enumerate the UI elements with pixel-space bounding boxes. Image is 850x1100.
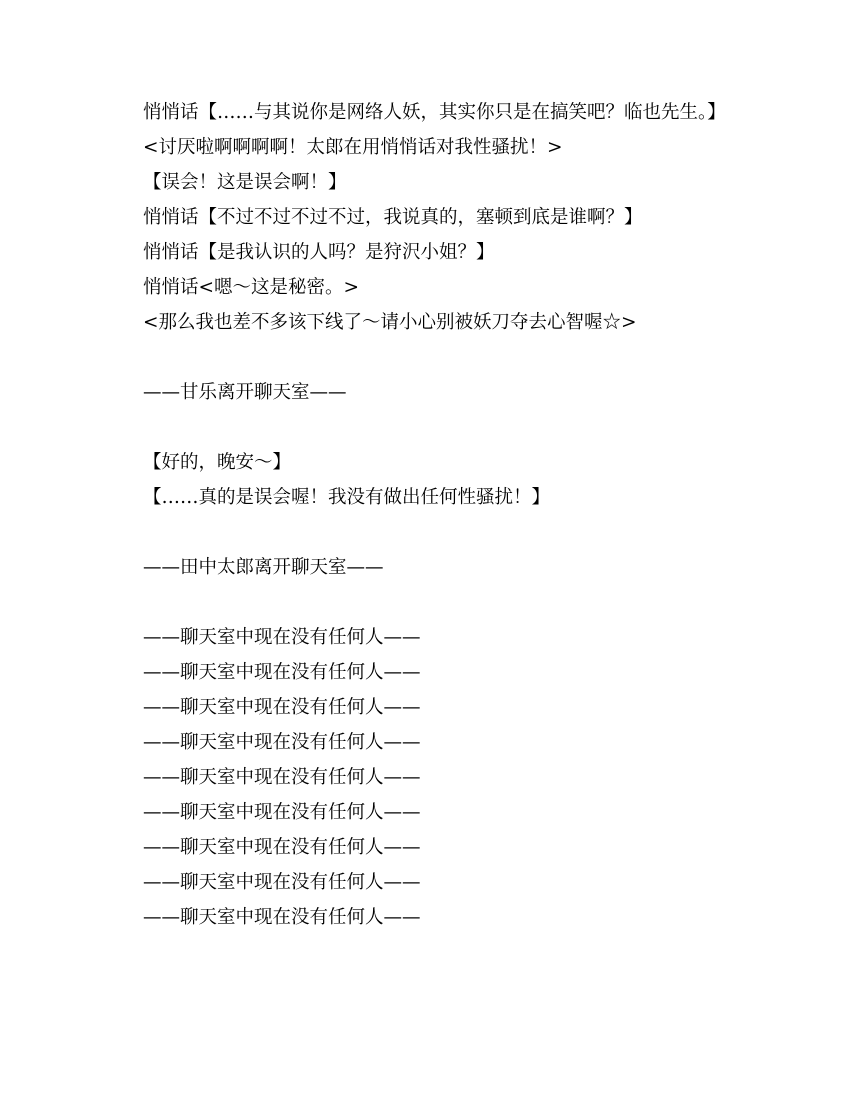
empty-room-notice: ——聊天室中现在没有任何人—— [143,627,421,648]
leave-notice: ——田中太郎离开聊天室—— [143,557,384,578]
empty-room-notice: ——聊天室中现在没有任何人—— [143,767,421,788]
chat-line: <那么我也差不多该下线了～请小心别被妖刀夺去心智喔☆> [143,312,637,333]
empty-room-notice: ——聊天室中现在没有任何人—— [143,662,421,683]
blank-line [101,589,751,617]
empty-room-notice: ——聊天室中现在没有任何人—— [143,697,421,718]
empty-room-notice: ——聊天室中现在没有任何人—— [143,837,421,858]
chat-line: 【误会！这是误会啊！】 [143,172,347,193]
blank-line [101,414,751,442]
empty-room-notice: ——聊天室中现在没有任何人—— [143,907,421,928]
empty-room-notice: ——聊天室中现在没有任何人—— [143,802,421,823]
chat-line: 【……真的是误会喔！我没有做出任何性骚扰！】 [143,487,551,508]
chat-line: <讨厌啦啊啊啊啊！太郎在用悄悄话对我性骚扰！> [143,137,563,158]
blank-line [101,519,751,547]
chat-line-whisper: 悄悄话【……与其说你是网络人妖，其实你只是在搞笑吧？临也先生。】 [143,102,726,123]
empty-room-notice: ——聊天室中现在没有任何人—— [143,732,421,753]
document-body [101,99,751,939]
chat-line-whisper: 悄悄话<嗯～这是秘密。> [143,277,360,298]
leave-notice: ——甘乐离开聊天室—— [143,382,347,403]
chat-line: 【好的，晚安～】 [143,452,292,473]
chat-line-whisper: 悄悄话【不过不过不过不过，我说真的，塞顿到底是谁啊？】 [143,207,643,228]
chat-line-whisper: 悄悄话【是我认识的人吗？是狩沢小姐？】 [143,242,495,263]
empty-room-notice: ——聊天室中现在没有任何人—— [143,872,421,893]
blank-line [101,344,751,372]
